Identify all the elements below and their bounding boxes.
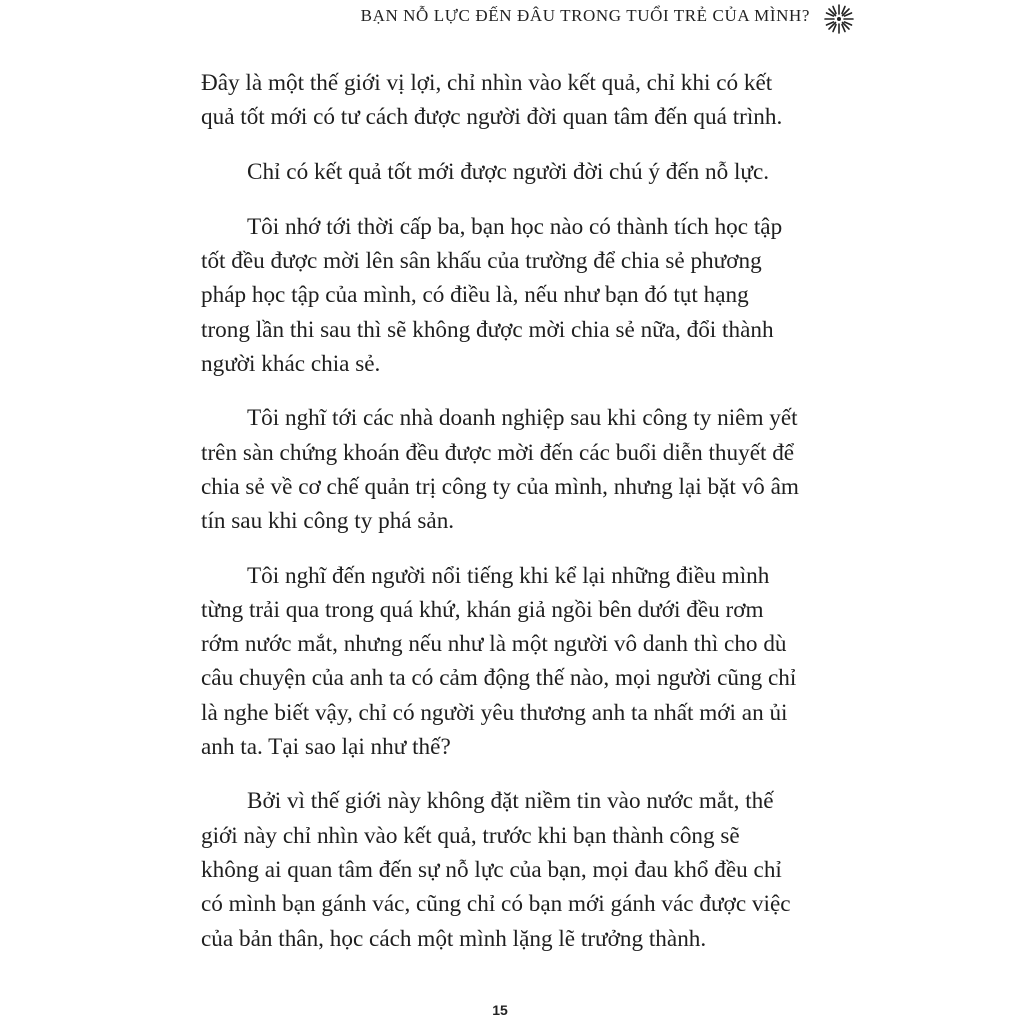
- paragraph-5: Tôi nghĩ đến người nổi tiếng khi kể lại những điều mình từng trải qua trong quá khứ, khán giả ngồi bên dưới đều rơm rớm nước mắt, nhưng nếu như là một người vô danh thì cho dù câu chuyện của anh ta có cảm động thế nào, mọi người cũng chỉ là nghe biết vậy, chỉ có người yêu thương anh ta nhất mới an ủi anh ta. Tại sao lại như thế?: [201, 562, 797, 761]
- body-text: [201, 66, 801, 976]
- paragraph-2: Chỉ có kết quả tốt mới được người đời chú ý đến nỗ lực.: [247, 158, 770, 185]
- starburst-ornament-icon: [822, 2, 856, 36]
- paragraph-1: Đây là một thế giới vị lợi, chỉ nhìn vào kết quả, chỉ khi có kết quả tốt mới có tư cách được người đời quan tâm đến quá trình.: [201, 70, 783, 131]
- paragraph-4: Tôi nghĩ tới các nhà doanh nghiệp sau khi công ty niêm yết trên sàn chứng khoán đều được mời đến các buổi diễn thuyết để chia sẻ về cơ chế quản trị công ty của mình, nhưng lại bặt vô âm tín sau khi công ty phá sản.: [201, 405, 799, 535]
- paragraph-3: Tôi nhớ tới thời cấp ba, bạn học nào có thành tích học tập tốt đều được mời lên sân khấu của trường để chia sẻ phương pháp học tập của mình, có điều là, nếu như bạn đó tụt hạng trong lần thi sau thì sẽ không được mời chia sẻ nữa, đổi thành người khác chia sẻ.: [201, 213, 783, 378]
- paragraph-6: Bởi vì thế giới này không đặt niềm tin vào nước mắt, thế giới này chỉ nhìn vào kết quả, trước khi bạn thành công sẽ không ai quan tâm đến sự nỗ lực của bạn, mọi đau khổ đều chỉ có mình bạn gánh vác, cũng chỉ có bạn mới gánh vác được việc của bản thân, học cách một mình lặng lẽ trưởng thành.: [201, 788, 791, 952]
- running-header-title: BẠN NỖ LỰC ĐẾN ĐÂU TRONG TUỔI TRẺ CỦA MÌNH?: [360, 6, 810, 25]
- page-number: 15: [492, 1002, 508, 1018]
